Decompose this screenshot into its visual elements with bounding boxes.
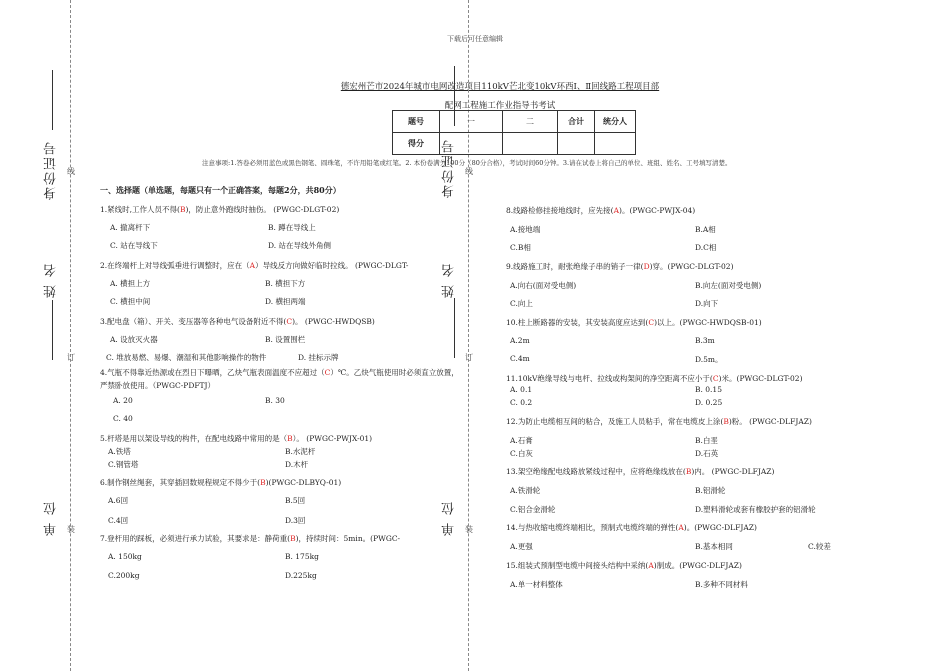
q7-option-d: D.225kg — [285, 571, 317, 580]
q11-option-b: B. 0.15 — [695, 385, 722, 394]
question-7: 7.登杆用的踩板，必须进行承力试验，其要求是：静荷重(B)，持续时间：5min。(PWGC- — [100, 534, 401, 543]
q12-option-b: B.白垩 — [695, 436, 718, 445]
score-cell-total — [558, 133, 595, 155]
id-label-left: 身份证号 — [44, 140, 59, 200]
q13-option-c: C.铝合金滑轮 — [510, 505, 556, 514]
q12-option-c: C.白灰 — [510, 449, 533, 458]
q15-option-b: B.多种不同材料 — [695, 580, 748, 589]
q14-option-b: B.基本相同 — [695, 542, 733, 551]
q4-option-c: C. 40 — [113, 414, 133, 423]
q1-option-c: C. 站在导线下 — [110, 241, 158, 250]
q10-option-d: D.5m。 — [695, 355, 723, 364]
q2-option-b: B. 横担下方 — [265, 279, 306, 288]
name-label-left: 姓 名 — [44, 262, 59, 299]
top-note: 下载后可任意编辑 — [447, 35, 503, 43]
q10-option-a: A.2m — [510, 336, 530, 345]
q11-option-d: D. 0.25 — [695, 398, 723, 407]
score-cell-1 — [440, 133, 503, 155]
q9-option-d: D.向下 — [695, 299, 719, 308]
binding-line-middle — [468, 0, 469, 671]
id-label-middle: 身份证号 — [442, 138, 457, 198]
q9-option-b: B.向左(面对受电侧) — [695, 281, 762, 290]
section-heading: 一、选择题（单选题，每题只有一个正确答案，每题2分，共80分） — [100, 185, 341, 195]
q10-option-c: C.4m — [510, 354, 530, 363]
q5-option-d: D.木杆 — [285, 460, 309, 469]
question-2: 2.在终端杆上对导线弧垂进行调整时，应在（A）导线反方向做好临时拉线。 (PWGC-DLGT- — [100, 261, 409, 270]
q3-option-a: A. 设放灭火器 — [110, 335, 158, 344]
exam-subtitle: 配网工程施工作业指导书考试 — [444, 101, 556, 111]
q15-option-a: A.单一材料整体 — [510, 580, 563, 589]
id-underline-left — [52, 70, 53, 130]
question-1: 1.紧线时,工作人员不得(B)，防止意外跑线时抽伤。 (PWGC-DLGT-02) — [100, 205, 340, 214]
q1-option-d: D. 站在导线外角侧 — [268, 241, 332, 250]
name-label-middle: 姓 名 — [442, 262, 457, 299]
score-header-grader: 统分人 — [595, 111, 636, 133]
question-6: 6.制作钢丝绳套，其穿插回数规程规定不得少于(B)(PWGC-DLBYQ-01) — [100, 478, 342, 487]
score-table — [392, 110, 636, 155]
q13-option-d: D.塑料滑轮或套有橡胶护套的铝滑轮 — [695, 505, 816, 514]
question-8: 8.线路检修挂接地线时，应先接(A)。(PWGC-PWJX-04) — [506, 206, 696, 215]
q6-option-c: C.4回 — [108, 516, 129, 525]
q7-option-c: C.200kg — [108, 571, 140, 580]
mark-bind-left: 装 — [67, 525, 75, 534]
q14-option-c: C.较差 — [808, 542, 831, 551]
q6-option-b: B.5回 — [285, 496, 306, 505]
q5-option-b: B.水泥杆 — [285, 447, 316, 456]
unit-label-middle: 单 位 — [442, 500, 457, 537]
binding-line-left — [70, 0, 71, 671]
mark-seal-middle: 订 — [465, 353, 473, 362]
question-15: 15.组装式预制型电缆中间接头结构中采纳(A)制成。(PWGC-DLFJAZ) — [506, 561, 742, 570]
score-cell-grader — [595, 133, 636, 155]
q8-option-d: D.C相 — [695, 243, 717, 252]
q2-option-c: C. 横担中间 — [110, 297, 151, 306]
q8-option-b: B.A相 — [695, 225, 716, 234]
q4-option-a: A. 20 — [113, 396, 133, 405]
q5-option-c: C.钢管塔 — [108, 460, 139, 469]
q9-option-a: A.向右(面对受电侧) — [510, 281, 577, 290]
q2-option-a: A. 横担上方 — [110, 279, 151, 288]
q12-option-d: D.石英 — [695, 449, 719, 458]
q3-option-b: B. 设置围栏 — [265, 335, 306, 344]
question-10: 10.柱上断路器的安装，其安装高度应达到(C)以上。(PWGC-HWDQSB-01) — [506, 318, 762, 327]
q3-option-c: C. 堆放易燃、易爆、潮湿和其他影响操作的物件 — [106, 353, 267, 362]
q4-option-b: B. 30 — [265, 396, 285, 405]
question-13: 13.架空绝缘配电线路放紧线过程中，应将绝缘线放在(B)内。 (PWGC-DLFJAZ) — [506, 467, 775, 476]
q13-option-b: B.铝滑轮 — [695, 486, 726, 495]
mark-seal-left: 订 — [67, 353, 75, 362]
mark-line-middle: 线 — [465, 167, 473, 176]
score-header-qno: 题号 — [393, 111, 440, 133]
q14-option-a: A.更强 — [510, 542, 533, 551]
score-header-total: 合计 — [558, 111, 595, 133]
mark-bind-middle: 装 — [465, 525, 473, 534]
q10-option-b: B.3m — [695, 336, 715, 345]
question-11: 11.10kV绝缘导线与电杆、拉线或构架间的净空距离不应小于(C)米。(PWGC-DLGT-02) — [506, 374, 803, 383]
question-14: 14.与热收缩电缆终端相比，预制式电缆终端的弹性(A)。(PWGC-DLFJAZ) — [506, 523, 757, 532]
score-header-1: 一 — [440, 111, 503, 133]
q3-option-d: D. 挂标示牌 — [298, 353, 339, 362]
q1-option-b: B. 蹲在导线上 — [268, 223, 316, 232]
q8-option-a: A.接地端 — [510, 225, 541, 234]
unit-label-left: 单 位 — [44, 500, 59, 537]
q2-option-d: D. 横担两端 — [265, 297, 306, 306]
question-3: 3.配电盘（箱）、开关、变压器等各种电气设备附近不得(C)。 (PWGC-HWDQSB) — [100, 317, 375, 326]
q9-option-c: C.向上 — [510, 299, 533, 308]
exam-title: 德宏州芒市2024年城市电网改造项目110kV芒北变10kV环西Ⅰ、Ⅱ回线路工程项目部 — [340, 82, 660, 92]
q11-option-c: C. 0.2 — [510, 398, 533, 407]
q5-option-a: A.铁塔 — [108, 447, 131, 456]
mark-line-left: 线 — [67, 167, 75, 176]
notice-text: 注意事项:1.答卷必须用蓝色或黑色钢笔、圆珠笔，不许用铅笔或红笔。2. 本份卷满分100分（80分合格），考试时间60分钟。3.请在试卷上将自己的单位、班组、姓名、工号填写清楚。 — [202, 159, 732, 167]
q7-option-a: A. 150kg — [108, 552, 142, 561]
score-cell-2 — [503, 133, 558, 155]
q1-option-a: A. 撤离杆下 — [110, 223, 151, 232]
name-underline-middle — [454, 298, 455, 358]
question-5: 5.杆塔是用以架设导线的构件，在配电线路中常用的是（B）。 (PWGC-PWJX-01) — [100, 434, 373, 443]
q13-option-a: A.铁滑轮 — [510, 486, 541, 495]
q12-option-a: A.石膏 — [510, 436, 533, 445]
score-header-2: 二 — [503, 111, 558, 133]
q8-option-c: C.B相 — [510, 243, 531, 252]
q6-option-d: D.3回 — [285, 516, 306, 525]
score-row-label: 得分 — [393, 133, 440, 155]
question-12: 12.为防止电缆相互间的粘合，及施工人员粘手，常在电缆皮上涂(B)粉。 (PWGC-DLFJAZ) — [506, 417, 812, 426]
question-4: 4.气瓶不得靠近热源或在烈日下曝晒，乙炔气瓶表面温度不应超过（C）℃。乙炔气瓶使用时必须直立放置，严禁卧放使用。（PWGC-PDFTJ） — [100, 368, 459, 390]
q11-option-a: A. 0.1 — [510, 385, 533, 394]
q6-option-a: A.6回 — [108, 496, 129, 505]
q7-option-b: B. 175kg — [285, 552, 319, 561]
name-underline-left — [52, 300, 53, 360]
question-9: 9.线路施工时，耐张绝缘子串的销子一律(D)穿。(PWGC-DLGT-02) — [506, 262, 734, 271]
